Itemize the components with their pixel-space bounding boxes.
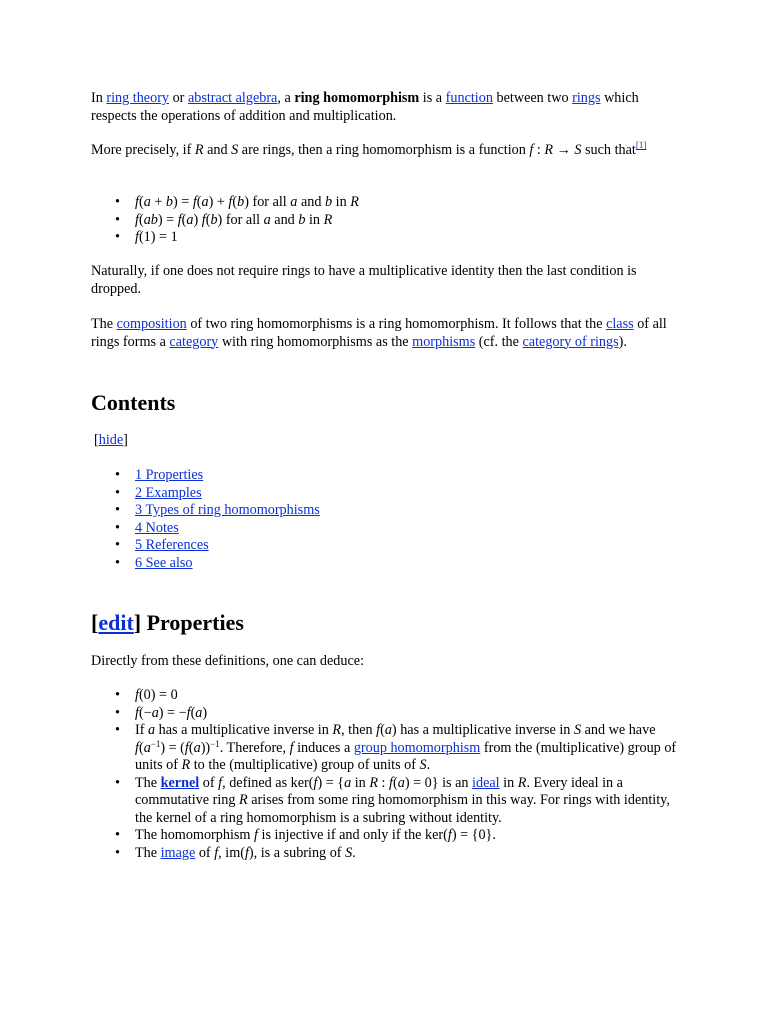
composition-paragraph xyxy=(91,316,681,351)
precise-text: and xyxy=(203,142,232,158)
toc-item xyxy=(135,537,320,555)
var-r: R xyxy=(544,142,554,158)
property-item: • If a has a multiplicative inverse in R, then f(a) has a multiplicative inverse in S and we have $f(a^{-1}) = (f(a))^{-1}$. Therefore, f induces a group homomorphism from the (multiplicative) group of units of R to the (multiplicative) group of units of S. xyxy=(135,722,681,775)
link-composition[interactable]: composition xyxy=(116,316,187,332)
condition-item: • f(ab) = f(a) f(b) for all a and b in R xyxy=(135,212,359,230)
var-f: f xyxy=(529,142,534,158)
intro-paragraph xyxy=(91,90,681,125)
precise-text: such that xyxy=(581,142,636,158)
hide-toc-link[interactable]: hide xyxy=(98,432,124,448)
property-item: • The homomorphism f is injective if and only if the ker(f) = {0}. xyxy=(135,827,681,845)
toc-list xyxy=(91,467,320,572)
toc-link-properties[interactable]: 1 Properties xyxy=(135,467,204,483)
contents-heading: Contents xyxy=(91,390,176,415)
link-category-of-rings[interactable]: category of rings xyxy=(522,333,619,350)
precise-text: More precisely, if xyxy=(91,142,195,158)
toc-link-references[interactable]: 5 References xyxy=(135,537,209,553)
bracket: [ xyxy=(91,610,99,635)
properties-lead: Directly from these definitions, one can deduce: xyxy=(91,653,365,669)
link-rings[interactable]: rings xyxy=(572,90,601,106)
link-image[interactable]: image xyxy=(160,844,196,861)
var-s: S xyxy=(231,142,239,158)
arrow-symbol: → xyxy=(553,142,575,158)
link-morphisms[interactable]: morphisms xyxy=(412,333,476,350)
composition-text: The xyxy=(91,316,117,332)
link-function[interactable]: function xyxy=(445,90,493,106)
properties-list xyxy=(91,687,681,862)
var-s: S xyxy=(574,142,582,158)
bracket: [ xyxy=(94,432,99,448)
precise-paragraph xyxy=(91,142,646,160)
toc-item xyxy=(135,520,320,538)
var-r: R xyxy=(194,142,204,158)
precise-text: are rings, then a ring homomorphism is a function xyxy=(238,142,530,158)
condition-item: • f(a + b) = f(a) + f(b) for all a and b in R xyxy=(135,194,359,212)
link-abstract-algebra[interactable]: abstract algebra xyxy=(187,90,278,106)
naturally-paragraph: Naturally, if one does not require rings to have a multiplicative identity then the last condition is dropped. xyxy=(91,263,637,297)
composition-text: ). xyxy=(618,333,627,350)
toc-toggle xyxy=(94,432,128,450)
toc-item xyxy=(135,502,320,520)
bold-term: ring homomorphism xyxy=(294,90,420,106)
intro-text: which respects the operations of addition and multiplication. xyxy=(91,90,639,124)
toc-link-types[interactable]: 3 Types of ring homomorphisms xyxy=(135,502,320,518)
toc-item xyxy=(135,485,320,503)
reference-link-1[interactable]: [1] xyxy=(635,140,647,150)
intro-text: between two xyxy=(492,90,573,106)
toc-link-see-also[interactable]: 6 See also xyxy=(135,554,193,571)
link-category[interactable]: category xyxy=(169,333,219,350)
condition-item: • f(1) = 1 xyxy=(135,229,359,247)
conditions-list xyxy=(91,194,359,247)
intro-text: or xyxy=(169,90,188,106)
composition-text: of all rings forms a xyxy=(91,316,667,350)
section-title: Properties xyxy=(141,610,244,635)
toc-item xyxy=(135,467,320,485)
properties-heading xyxy=(91,610,244,636)
link-class[interactable]: class xyxy=(606,316,634,332)
link-group-homomorphism[interactable]: group homomorphism xyxy=(353,739,481,756)
property-item: • The image of f, im(f), is a subring of S. xyxy=(135,845,681,863)
bracket: ] xyxy=(133,610,142,635)
composition-text: (cf. the xyxy=(475,333,523,350)
link-kernel[interactable]: kernel xyxy=(160,774,200,791)
link-ring-theory[interactable]: ring theory xyxy=(106,90,170,106)
toc-link-notes[interactable]: 4 Notes xyxy=(135,519,179,536)
property-item: • f(−a) = −f(a) xyxy=(135,705,681,723)
intro-text: In xyxy=(91,90,107,106)
precise-text: : xyxy=(533,142,545,158)
composition-text: of two ring homomorphisms is a ring homomorphism. It follows that the xyxy=(186,316,607,332)
toc-item xyxy=(135,555,320,573)
intro-text: , a xyxy=(277,90,295,106)
edit-section-link[interactable]: edit xyxy=(98,610,134,635)
toc-link-examples[interactable]: 2 Examples xyxy=(135,484,202,501)
link-ideal[interactable]: ideal xyxy=(472,774,500,791)
intro-text: is a xyxy=(419,90,446,106)
bracket: ] xyxy=(123,432,128,448)
property-item: • f(0) = 0 xyxy=(135,687,681,705)
composition-text: with ring homomorphisms as the xyxy=(218,333,413,350)
property-item: • The kernel of f, defined as ker(f) = {a in R : f(a) = 0} is an ideal in R. Every ideal in a commutative ring R arises from some ring homomorphism in this way. For rings with identity, the kernel of a ring homomorphism is a subring without identity. xyxy=(135,775,681,828)
